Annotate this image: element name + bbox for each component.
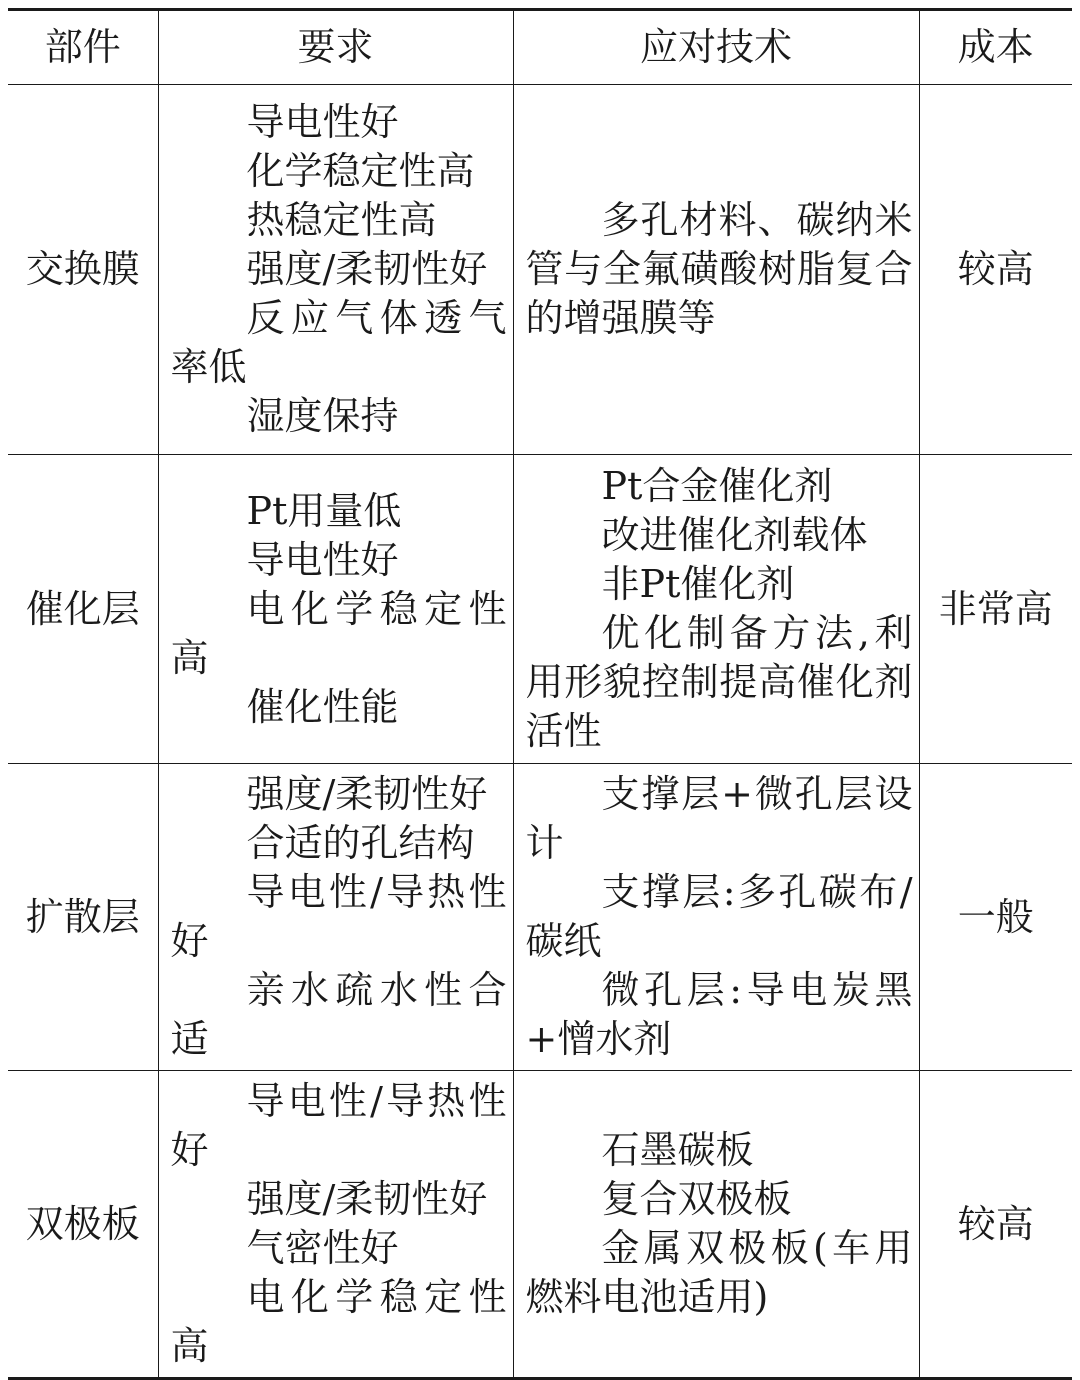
requirement-item: 强度/柔韧性好 [246, 1177, 488, 1221]
requirement-item: 导电性/导热性好 [170, 870, 507, 963]
technology-item: 改进催化剂载体 [601, 513, 868, 557]
requirements-cell [158, 1071, 513, 1379]
requirements-cell [158, 85, 513, 455]
requirement-item: 反应气体透气率低 [170, 296, 507, 389]
part-name: 交换膜 [8, 85, 158, 455]
cost-value: 较高 [919, 1071, 1072, 1379]
technology-item: 支撑层+微孔层设计 [525, 772, 913, 865]
requirement-item: 电化学稳定性高 [170, 1275, 507, 1368]
requirements-cell [158, 764, 513, 1071]
technologies-cell [513, 764, 919, 1071]
table-row [8, 455, 1072, 764]
technologies-cell [513, 455, 919, 764]
header-requirements: 要求 [158, 10, 513, 85]
part-name: 双极板 [8, 1071, 158, 1379]
technology-item: 金属双极板(车用燃料电池适用) [525, 1226, 913, 1319]
technologies-cell [513, 85, 919, 455]
requirement-item: 强度/柔韧性好 [246, 772, 488, 816]
table-row [8, 764, 1072, 1071]
requirement-item: 气密性好 [246, 1226, 399, 1270]
technology-item: Pt合金催化剂 [601, 464, 833, 508]
part-name: 扩散层 [8, 764, 158, 1071]
technology-item: 复合双极板 [601, 1177, 792, 1221]
requirement-item: 化学稳定性高 [246, 149, 475, 193]
requirement-item: 导电性/导热性好 [170, 1079, 507, 1172]
technology-item: 优化制备方法,利用形貌控制提高催化剂活性 [525, 611, 913, 753]
requirements-cell [158, 455, 513, 764]
requirement-item: 合适的孔结构 [246, 821, 475, 865]
requirement-item: Pt用量低 [246, 488, 402, 533]
technology-item: 多孔材料、碳纳米管与全氟磺酸树脂复合的增强膜等 [525, 198, 913, 340]
cost-value: 一般 [919, 764, 1072, 1071]
header-cost: 成本 [919, 10, 1072, 85]
header-technologies: 应对技术 [513, 10, 919, 85]
requirement-item: 强度/柔韧性好 [246, 247, 488, 291]
part-name: 催化层 [8, 455, 158, 764]
technology-item: 微孔层:导电炭黑+憎水剂 [525, 968, 913, 1061]
technologies-cell [513, 1071, 919, 1379]
requirement-item: 湿度保持 [246, 394, 399, 438]
table-row [8, 85, 1072, 455]
requirement-item: 电化学稳定性高 [170, 586, 507, 680]
technology-item: 支撑层:多孔碳布/碳纸 [525, 870, 913, 963]
requirement-item: 热稳定性高 [246, 198, 437, 242]
cost-value: 较高 [919, 85, 1072, 455]
requirement-item: 导电性好 [246, 537, 399, 582]
cost-value: 非常高 [919, 455, 1072, 764]
components-table [8, 8, 1072, 1380]
technology-item: 石墨碳板 [601, 1128, 754, 1172]
header-part: 部件 [8, 10, 158, 85]
header-row [8, 10, 1072, 85]
fuel-cell-components-table [8, 8, 1072, 1380]
requirement-item: 亲水疏水性合适 [170, 968, 507, 1061]
requirement-item: 导电性好 [246, 100, 399, 144]
technology-item: 非Pt催化剂 [601, 562, 795, 606]
requirement-item: 催化性能 [246, 684, 399, 729]
table-row [8, 1071, 1072, 1379]
